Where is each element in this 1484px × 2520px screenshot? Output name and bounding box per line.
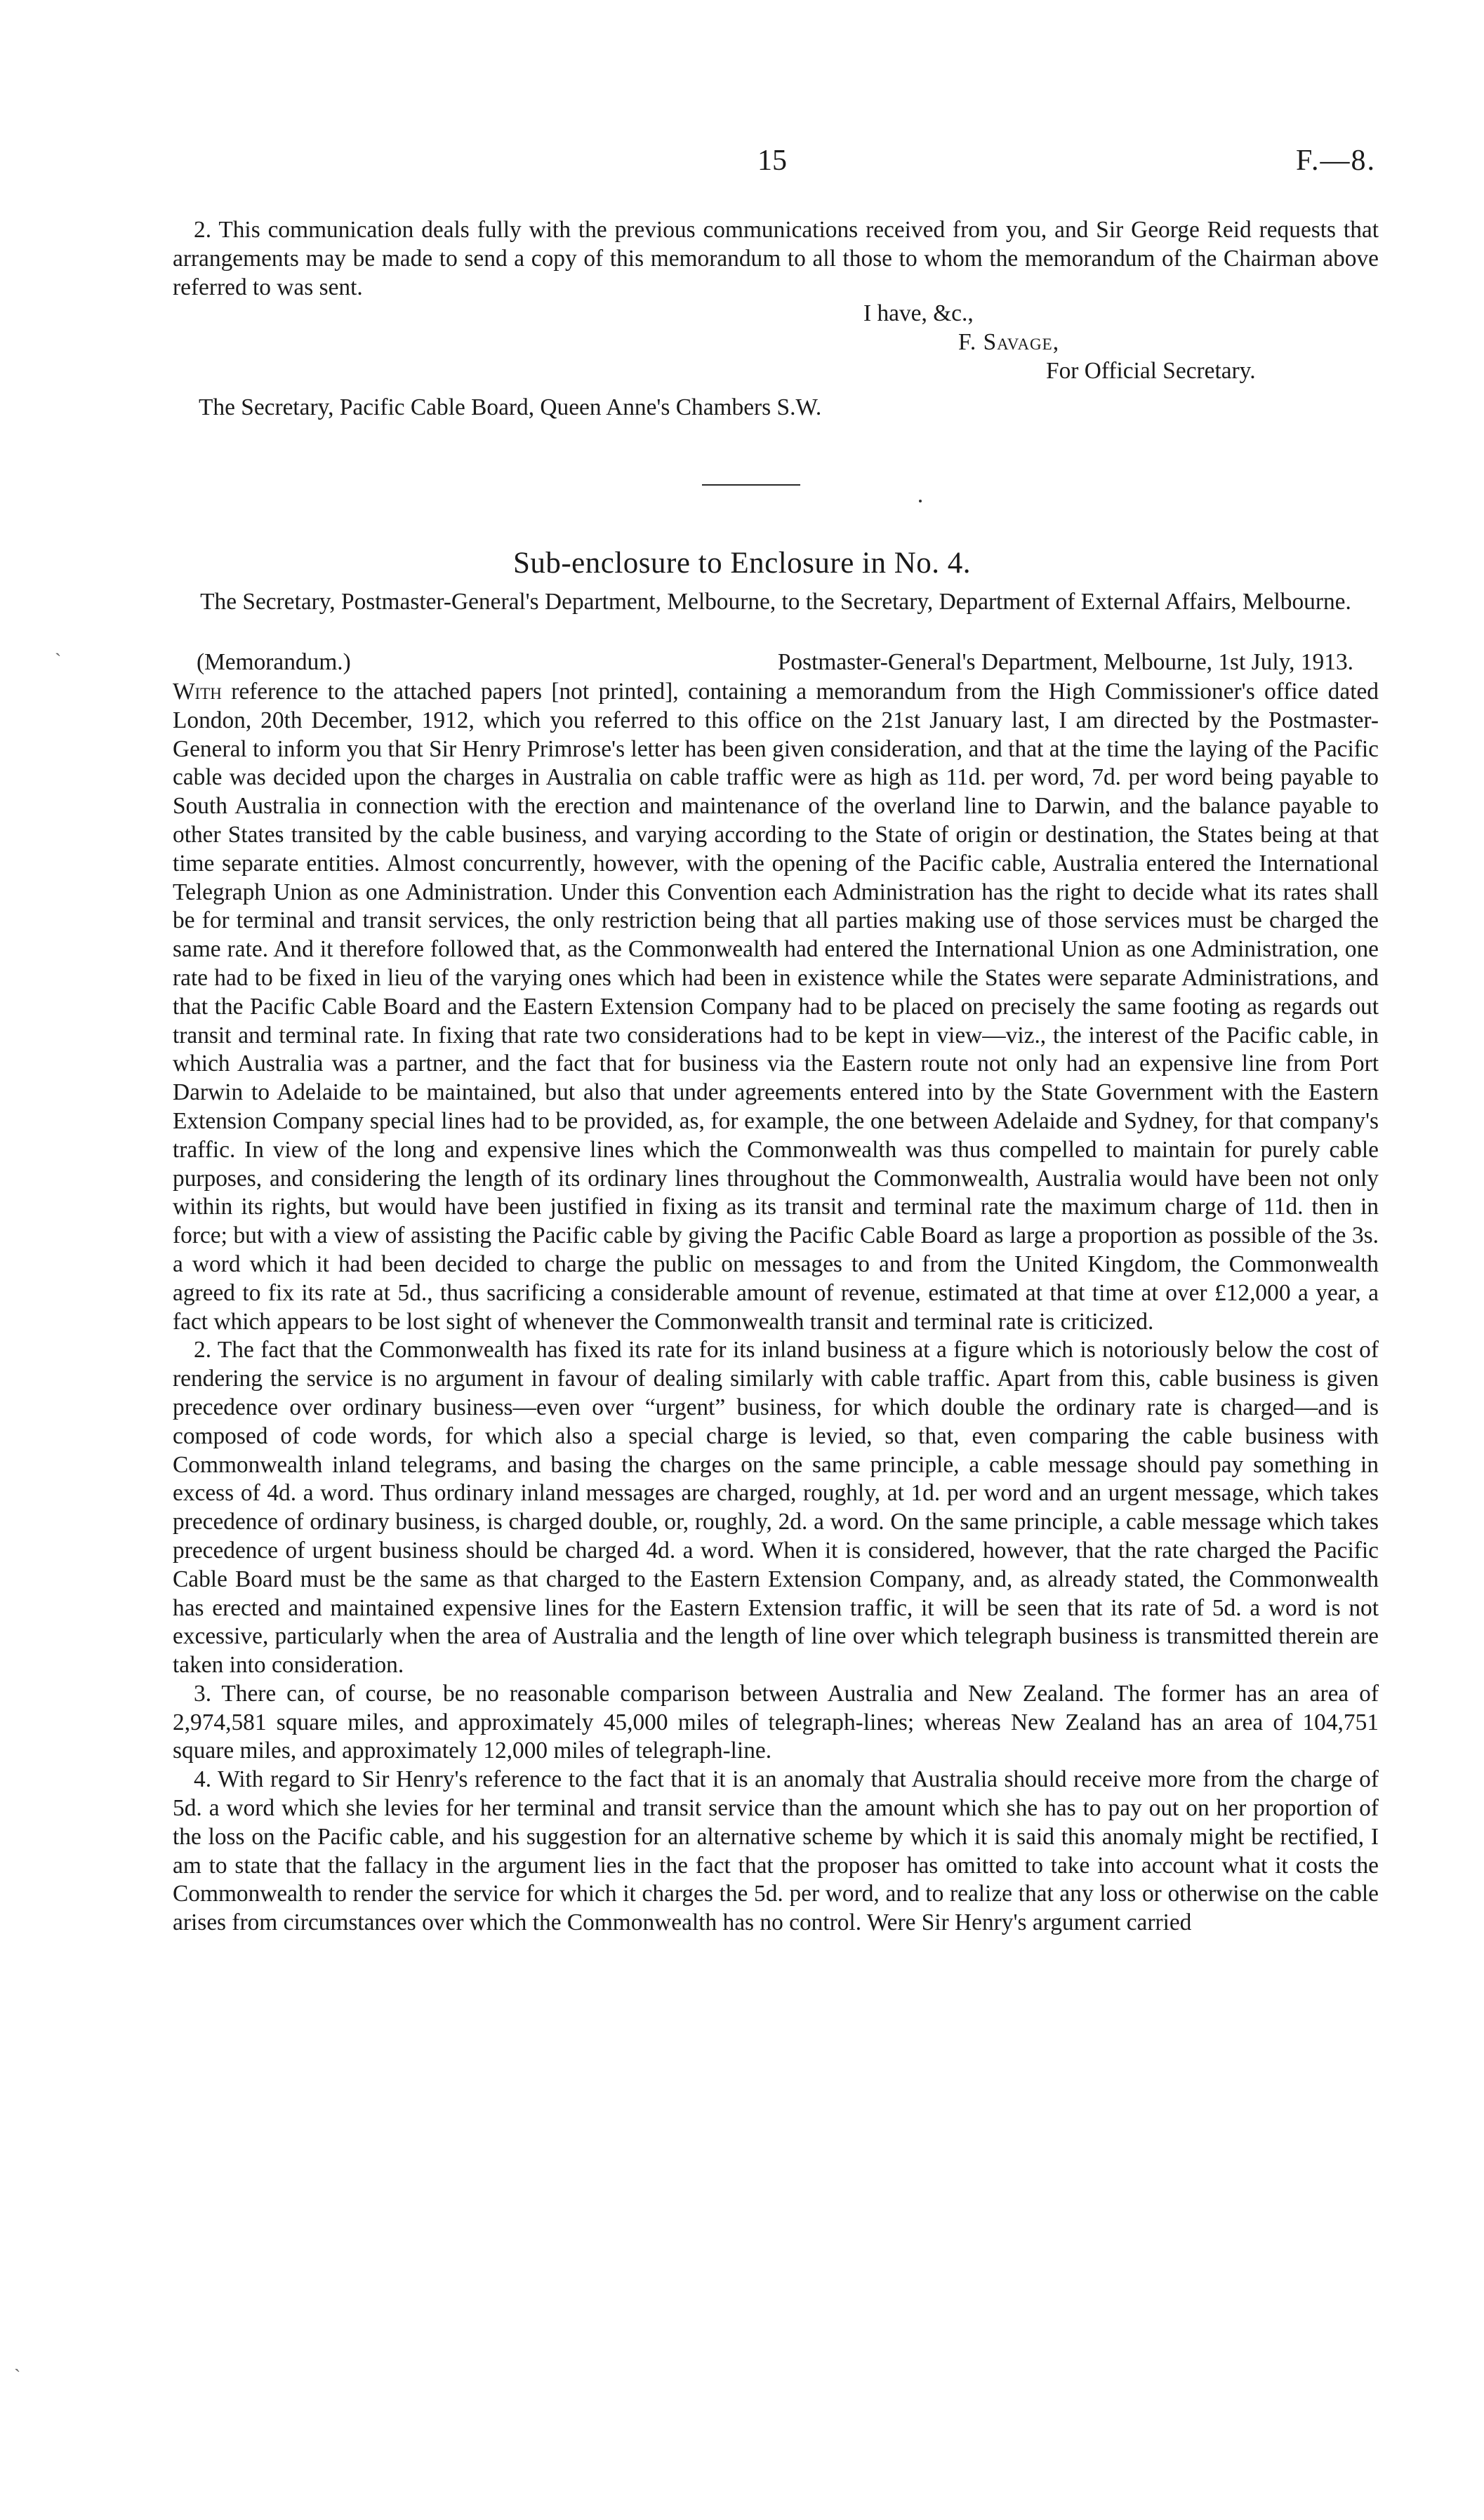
opening-paragraph: 2. This communication deals fully with the previous communications received from you, and Sir George Reid requests that arrangements may be made to send a copy of this memorandum to all those to whom the memorandum of the Chairman above referred to was sent. [173, 217, 1379, 300]
memo-paragraph-3: 3. There can, of course, be no reasonable comparison between Australia and New Zealand. The former has an area of 2,974,581 square miles, and approximately 45,000 miles of telegraph-lines; whereas New Zealand has an area of 104,751 square miles, and approximately 12,000 miles of telegraph-line. [173, 1680, 1379, 1764]
memo-origin: Postmaster-General's Department, Melbourne, 1st July, 1913. [777, 649, 1353, 675]
memo-paragraph-2: 2. The fact that the Commonwealth has fixed its rate for its inland business at a figure which is notoriously below the cost of rendering the service is no argument in favour of dealing similarly with cable traffic. Apart from this, cable business is given precedence over ordinary business—even over “urgent” business, for which double the ordinary rate is charged—and is composed of code words, for which also a special charge is levied, so that, even comparing the cable business with Commonwealth inland telegrams, and basing the charges on the same principle, a cable message should pay something in excess of 4d. a word. Thus ordinary inland messages are charged, roughly, at 1d. per word and an urgent message, which takes precedence of ordinary business, is charged double, or, roughly, 2d. a word. On the same principle, a cable message which takes precedence of urgent business should be charged 4d. a word. When it is considered, however, that the rate charged the Pacific Cable Board must be the same as that charged to the Eastern Extension Company, and, as already stated, the Commonwealth has erected and maintained expensive lines for the Eastern Extension traffic, it will be seen that its rate of 5d. a word is not excessive, particularly when the area of Australia and the length of line over which telegraph business is transmitted therein are taken into consideration. [173, 1337, 1379, 1679]
addressee: The Secretary, Pacific Cable Board, Queen Anne's Chambers S.W. [199, 394, 822, 420]
page-number: 15 [757, 145, 787, 177]
memo-paragraph-1 [173, 678, 1379, 1336]
margin-tick-mark: ˏ [14, 2351, 21, 2373]
section-title: Sub-enclosure to Enclosure in No. 4. [512, 547, 972, 580]
from-to-line: The Secretary, Postmaster-General's Department, Melbourne, to the Secretary, Department of External Affairs, Melbourne. [200, 589, 1351, 615]
margin-tick-mark: ˏ [55, 635, 62, 657]
signatory-role: For Official Secretary. [1046, 358, 1256, 384]
lead-word: With [173, 679, 222, 705]
closing-salutation: I have, &c., [863, 300, 974, 326]
section-divider [702, 484, 800, 486]
memo-paragraph-1-text: reference to the attached papers [not printed], containing a memorandum from the High Commissioner's office dated London, 20th December, 1912, which you referred to this office on the 21st January last, I am directed by the Postmaster-General to inform you that Sir Henry Primrose's letter has been given consideration, and that at the time the laying of the Pacific cable was decided upon the charges in Australia on cable traffic were as high as 11d. per word, 7d. per word being payable to South Australia in connection with the erection and maintenance of the overland line to Darwin, and the balance payable to other States transited by the cable business, and varying according to the State of origin or destination, the States being at that time separate entities. Almost concurrently, however, with the opening of the Pacific cable, Australia entered the International Telegraph Union as one Administration. Under this Convention each Administration has the right to decide what its rates shall be for terminal and transit services, the only restriction being that all parties making use of those services must be charged the same rate. And it therefore followed that, as the Commonwealth had entered the International Union as one Administration, one rate had to be fixed in lieu of the varying ones which had been in existence while the States were separate Administrations, and that the Pacific Cable Board and the Eastern Extension Company had to be placed on precisely the same footing as regards out transit and terminal rate. In fixing that rate two considerations had to be kept in view—viz., the interest of the Pacific cable, in which Australia was a partner, and the fact that for business via the Eastern route not only had an expensive line from Port Darwin to Adelaide to be maintained, but also that under agreements entered into by the State Government with the Eastern Extension Company special lines had to be provided, as, for example, the one between Adelaide and Sydney, for that company's traffic. In view of the long and expensive lines which the Commonwealth was thus compelled to maintain for purely cable purposes, and considering the length of its ordinary lines throughout the Commonwealth, Australia would have been not only within its rights, but would have been justified in fixing as its transit and terminal rate the maximum charge of 11d. then in force; but with a view of assisting the Pacific cable by giving the Pacific Cable Board as large a proportion as possible of the 3s. a word which it had been decided to charge the public on messages to and from the United Kingdom, the Commonwealth agreed to fix its rate at 5d., thus sacrificing a considerable amount of revenue, estimated at that time at over £12,000 a year, a fact which appears to be lost sight of whenever the Commonwealth transit and terminal rate is criticized. [173, 679, 1379, 1335]
page-header [168, 144, 1376, 186]
memo-body [173, 678, 1379, 1938]
opening-paragraph-block [173, 216, 1379, 302]
memo-paragraph-4: 4. With regard to Sir Henry's reference to the fact that it is an anomaly that Australia should receive more from the charge of 5d. a word which she levies for her terminal and transit service than the amount which she has to pay out on her proportion of the loss on the Pacific cable, and his suggestion for an alternative scheme by which it is said this anomaly might be rectified, I am to state that the fallacy in the argument lies in the fact that the proposer has omitted to take into account what it costs the Commonwealth to render the service for which it charges the 5d. per word, and to realize that any loss or otherwise on the cable arises from circumstances over which the Commonwealth has no control. Were Sir Henry's argument carried [173, 1766, 1379, 1936]
memo-label: (Memorandum.) [197, 649, 351, 675]
signatory-name: F. Savage, [958, 329, 1060, 355]
document-reference: F.—8. [1296, 145, 1376, 177]
print-speck [919, 500, 922, 502]
